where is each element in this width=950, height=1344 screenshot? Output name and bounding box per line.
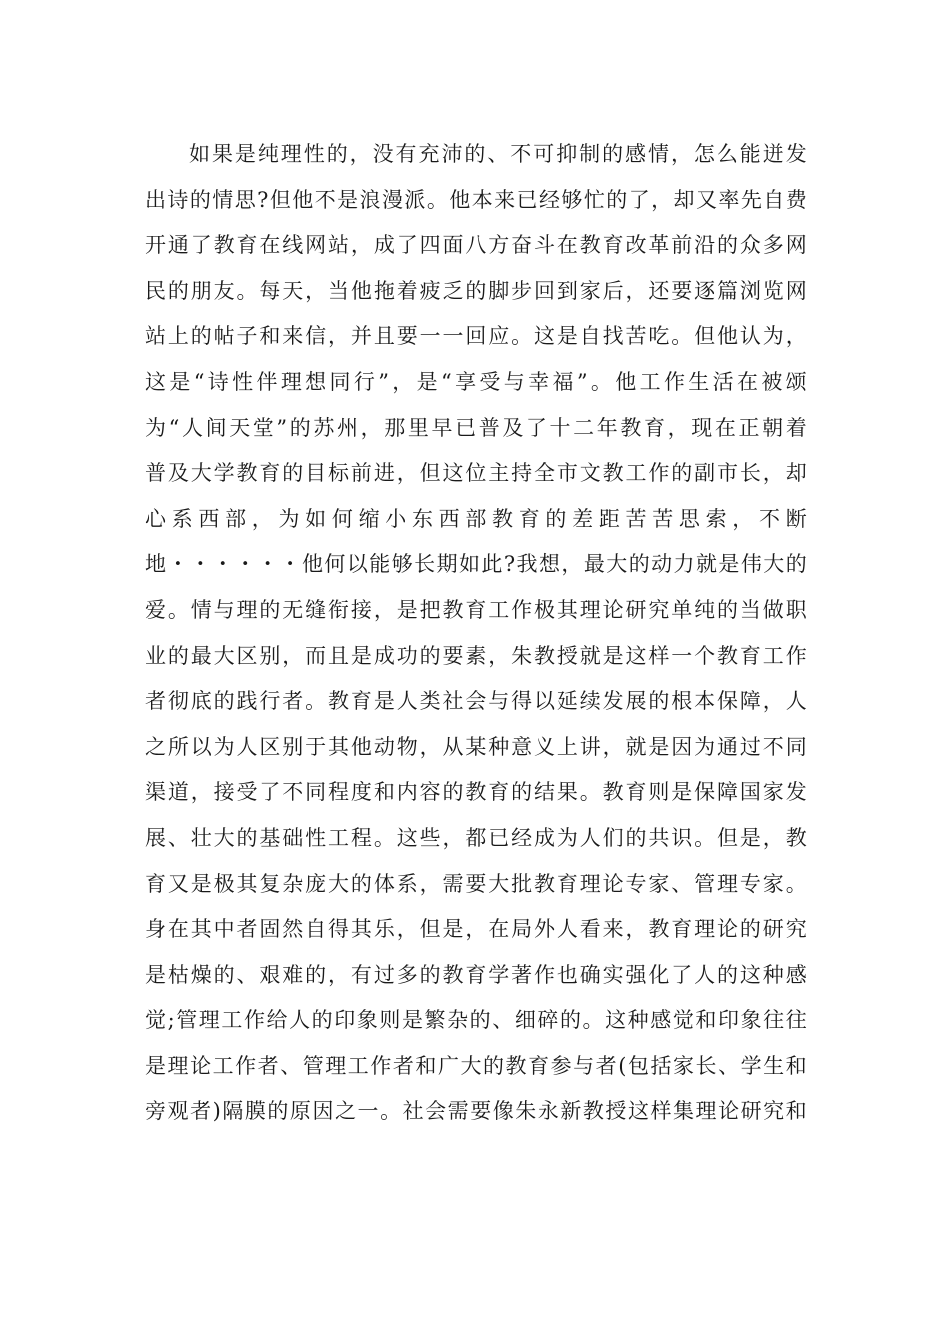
text-line: 爱。情与理的无缝衔接，是把教育工作极其理论研究单纯的当做职 <box>145 597 807 622</box>
text-line: 出诗的情思?但他不是浪漫派。他本来已经够忙的了，却又率先自费 <box>145 187 807 212</box>
text-line: 如果是纯理性的，没有充沛的、不可抑制的感情，怎么能迸发 <box>189 142 807 166</box>
text-line: 是理论工作者、管理工作者和广大的教育参与者(包括家长、学生和 <box>145 1053 807 1078</box>
text-line: 是枯燥的、艰难的，有过多的教育学著作也确实强化了人的这种感 <box>145 962 807 987</box>
text-line: 心系西部，为如何缩小东西部教育的差距苦苦思索，不断 <box>145 506 807 531</box>
text-line: 站上的帖子和来信，并且要一一回应。这是自找苦吃。但他认为， <box>145 324 807 349</box>
text-line: 这是“诗性伴理想同行”，是“享受与幸福”。他工作生活在被颂 <box>145 369 807 394</box>
text-line: 者彻底的践行者。教育是人类社会与得以延续发展的根本保障，人 <box>145 689 807 714</box>
body-paragraph <box>145 132 807 1135</box>
text-line: 地・・・・・・他何以能够长期如此?我想，最大的动力就是伟大的 <box>145 552 807 577</box>
text-line: 之所以为人区别于其他动物，从某种意义上讲，就是因为通过不同 <box>145 734 807 759</box>
text-line: 身在其中者固然自得其乐，但是，在局外人看来，教育理论的研究 <box>145 917 807 942</box>
text-line: 为“人间天堂”的苏州，那里早已普及了十二年教育，现在正朝着 <box>145 415 807 440</box>
text-line: 展、壮大的基础性工程。这些，都已经成为人们的共识。但是，教 <box>145 825 807 850</box>
text-line: 觉;管理工作给人的印象则是繁杂的、细碎的。这种感觉和印象往往 <box>145 1008 807 1033</box>
text-line: 旁观者)隔膜的原因之一。社会需要像朱永新教授这样集理论研究和 <box>145 1099 807 1124</box>
text-line: 民的朋友。每天，当他拖着疲乏的脚步回到家后，还要逐篇浏览网 <box>145 278 807 303</box>
text-line: 渠道，接受了不同程度和内容的教育的结果。教育则是保障国家发 <box>145 780 807 805</box>
text-line: 育又是极其复杂庞大的体系，需要大批教育理论专家、管理专家。 <box>145 871 807 896</box>
text-line: 开通了教育在线网站，成了四面八方奋斗在教育改革前沿的众多网 <box>145 233 807 258</box>
text-line: 业的最大区别，而且是成功的要素，朱教授就是这样一个教育工作 <box>145 643 807 668</box>
text-line: 普及大学教育的目标前进，但这位主持全市文教工作的副市长，却 <box>145 461 807 486</box>
